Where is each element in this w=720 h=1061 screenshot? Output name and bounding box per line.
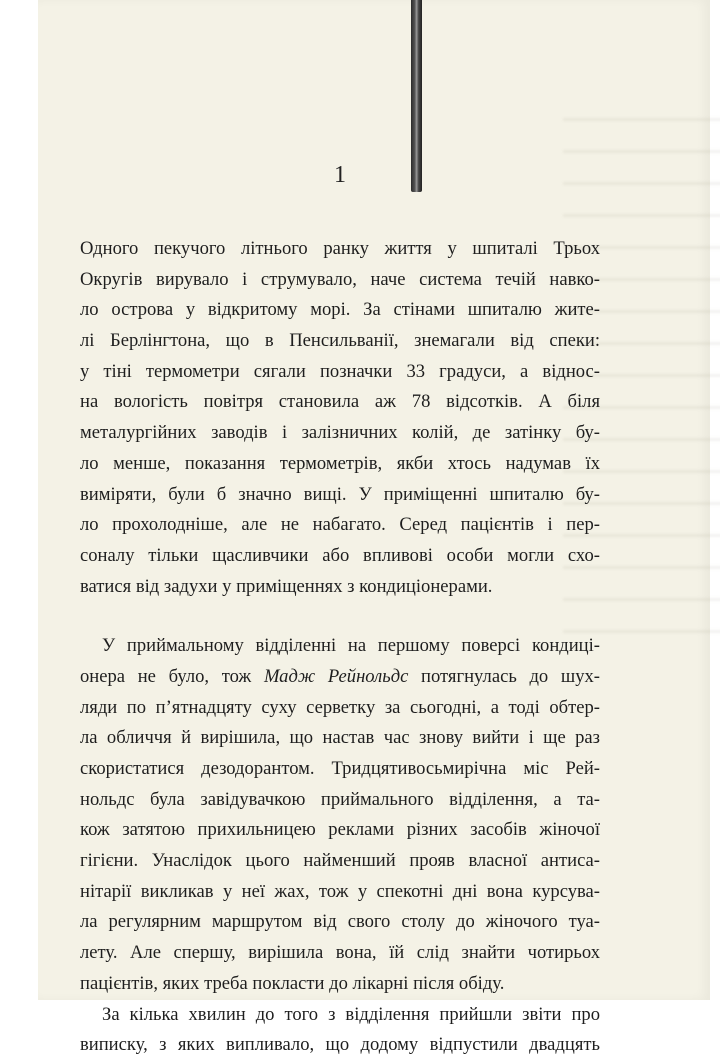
text-line: скористатися дезодорантом. Тридцятивосьмирічна міс Рей-	[80, 758, 600, 779]
text-line: соналу тільки щасливчики або впливові особи могли схо-	[80, 544, 600, 566]
text-fragment: потягнулась до шух-	[408, 665, 600, 687]
paragraph-gap	[80, 602, 600, 631]
text-line: У приймальному відділенні на першому поверсі кондиці-	[102, 635, 600, 657]
text-line: ла регулярним маршрутом від свого столу до жіночого туа-	[80, 911, 600, 933]
text-line: ла обличчя й вирішила, що настав час знову вийти і ще раз	[80, 727, 600, 749]
paragraph-3	[80, 1000, 600, 1061]
text-line: Одного пекучого літнього ранку життя у шпиталі Трьох	[80, 238, 600, 259]
text-line: Округів вирувало і струмувало, наче система течій навко-	[80, 268, 600, 290]
text-line: у тіні термометри сягали позначки 33 градуси, а віднос-	[80, 360, 600, 382]
text-line: лету. Але спершу, вирішила вона, їй слід знайти чотирьох	[80, 942, 600, 964]
text-line-with-name	[80, 662, 600, 693]
text-line: За кілька хвилин до того з відділення прийшли звіти про	[102, 1003, 600, 1025]
text-line: пацієнтів, яких треба покласти до лікарні після обіду.	[80, 972, 505, 994]
paragraph-1	[80, 234, 600, 602]
body-text	[80, 234, 600, 1061]
text-line: гігієни. Унаслідок цього найменший прояв власної антиса-	[80, 850, 600, 872]
text-line: ляди по п’ятнадцяту суху серветку за сьогодні, а тоді обтер-	[80, 696, 600, 718]
text-line: металургійних заводів і залізничних колій, де затінку бу-	[80, 422, 600, 444]
text-line: ло прохолодніше, але не набагато. Серед пацієнтів і пер-	[80, 514, 600, 536]
text-line: ло острова у відкритому морі. За стінами шпиталю жите-	[80, 299, 600, 321]
text-line: нольдс була завідувачкою приймального відділення, а та-	[80, 788, 600, 810]
text-line: лі Берлінгтона, що в Пенсильванії, знемагали від спеки:	[80, 330, 600, 352]
character-name: Мадж Рейнольдс	[263, 665, 409, 687]
text-line: ватися від задухи у приміщеннях з кондиціонерами.	[80, 575, 493, 597]
bookmark-ribbon	[411, 0, 422, 192]
text-line: виміряти, були б значно вищі. У приміщенні шпиталю бу-	[80, 483, 600, 505]
text-fragment: онера не було, тож	[80, 665, 264, 687]
text-line: ло менше, показання термометрів, якби хтось надумав їх	[80, 452, 600, 474]
paragraph-2	[80, 631, 600, 999]
text-line: виписку, з яких випливало, що додому відпустили двадцять	[80, 1034, 600, 1056]
text-line: кож затятою прихильницею реклами різних засобів жіночої	[80, 819, 600, 841]
text-line: на вологість повітря становила аж 78 відсотків. А біля	[80, 391, 600, 413]
text-line: нітарії викликав у неї жах, тож у спекотні дні вона курсува-	[80, 880, 600, 902]
chapter-number: 1	[334, 162, 346, 188]
